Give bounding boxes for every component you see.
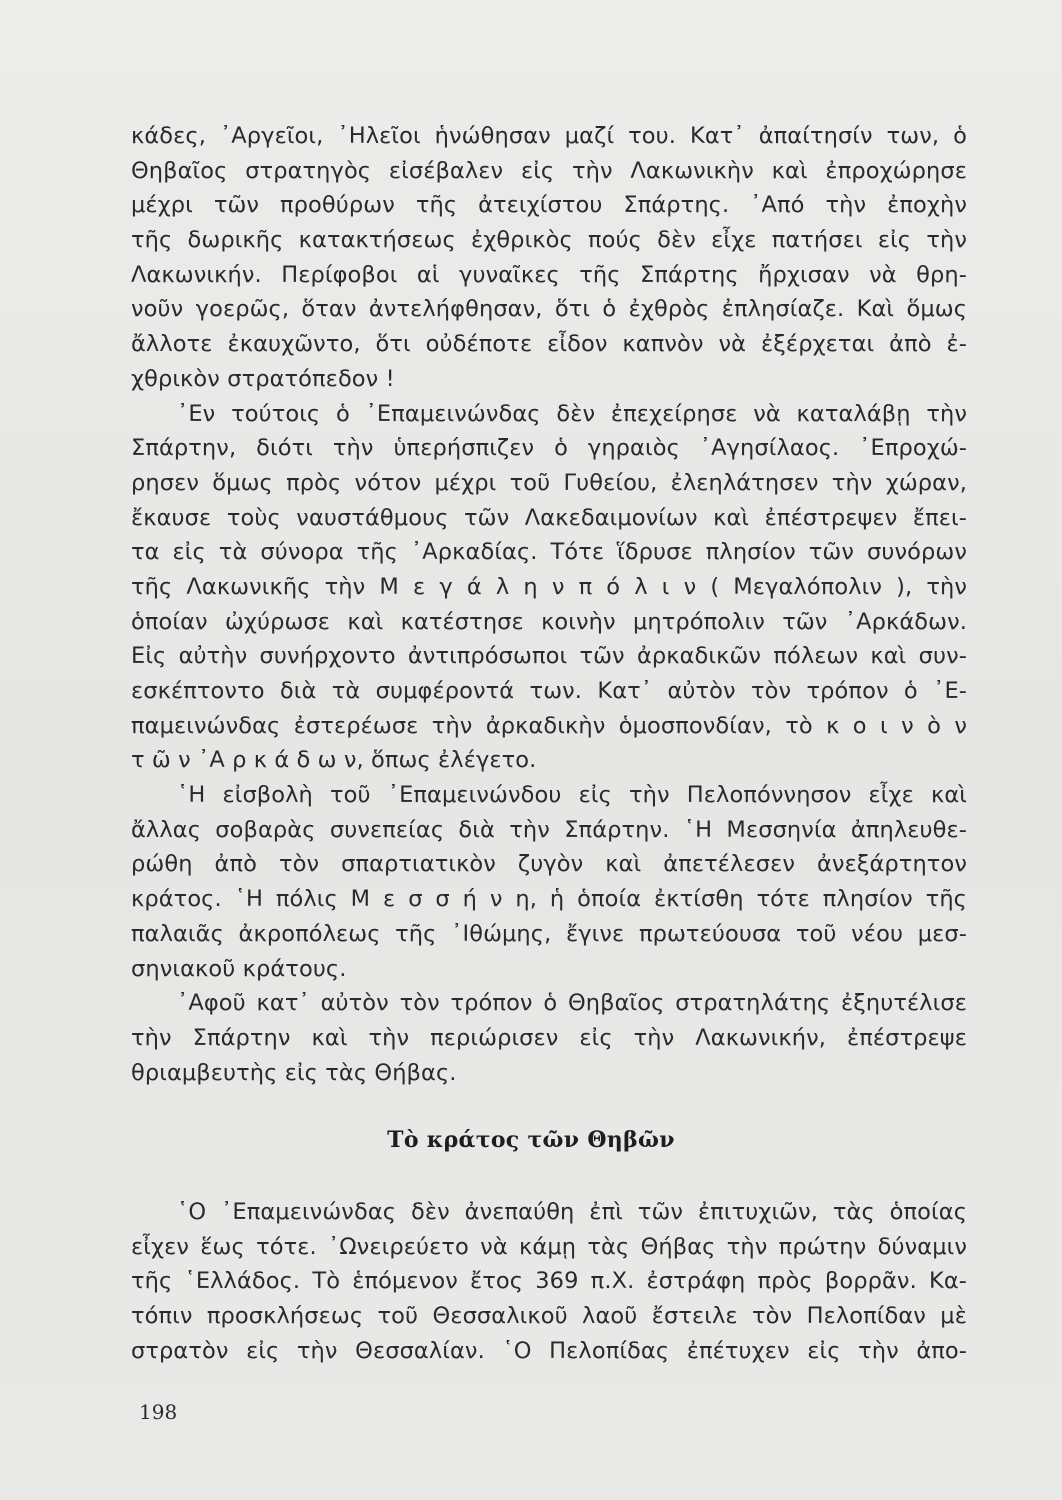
text-line: τόπιν προσκλήσεως τοῦ Θεσσαλικοῦ λαοῦ ἔστειλε τὸν Πελοπίδαν μὲ <box>131 1303 967 1330</box>
text-line: ῾Η εἰσβολὴ τοῦ ᾿Επαμεινώνδου εἰς τὴν Πελοπόννησον εἶχε καὶ <box>177 782 967 809</box>
text-line: στρατὸν εἰς τὴν Θεσσαλίαν. ῾Ο Πελοπίδας ἐπέτυχεν εἰς τὴν ἀπο- <box>131 1337 967 1364</box>
text-line: τῆς δωρικῆς κατακτήσεως ἐχθρικὸς πούς δὲν εἶχε πατήσει εἰς τὴν <box>131 227 967 254</box>
text-line: ᾿Αφοῦ κατ᾿ αὐτὸν τὸν τρόπον ὁ Θηβαῖος στρατηλάτης ἐξηυτέλισε <box>177 990 967 1017</box>
text-line: παμεινώνδας ἐστερέωσε τὴν ἀρκαδικὴν ὁμοσπονδίαν, τὸ κ ο ι ν ὸ ν <box>131 712 967 739</box>
text-line: παλαιᾶς ἀκροπόλεως τῆς ᾿Ιθώμης, ἔγινε πρωτεύουσα τοῦ νέου μεσ- <box>131 920 967 947</box>
text-line: ῾Ο ᾿Επαμεινώνδας δὲν ἀνεπαύθη ἐπὶ τῶν ἐπιτυχιῶν, τὰς ὁποίας <box>177 1199 967 1225</box>
section-heading: Τὸ κράτος τῶν Θηβῶν <box>387 1127 675 1153</box>
text-line: θριαμβευτὴς εἰς τὰς Θήβας. <box>131 1059 457 1086</box>
text-line: εσκέπτοντο διὰ τὰ συμφέροντά των. Κατ᾿ αὐτὸν τὸν τρόπον ὁ ᾿Ε- <box>131 678 967 704</box>
text-line: χθρικὸν στρατόπεδον ! <box>131 365 395 392</box>
text-line: τῆς Λακωνικῆς τὴν Μ ε γ ά λ η ν π ό λ ι ν ( Μεγαλόπολιν ), τὴν <box>131 573 967 600</box>
text-line: εἶχεν ἕως τότε. ᾿Ωνειρεύετο νὰ κάμῃ τὰς Θήβας τὴν πρώτην δύναμιν <box>131 1233 967 1260</box>
text-line: κράτος. ῾Η πόλις Μ ε σ σ ή ν η, ἡ ὁποία ἐκτίσθη τότε πλησίον τῆς <box>131 886 967 913</box>
text-line: σηνιακοῦ κράτους. <box>131 955 347 982</box>
text-line: ρώθη ἀπὸ τὸν σπαρτιατικὸν ζυγὸν καὶ ἀπετέλεσεν ἀνεξάρτητον <box>131 851 967 878</box>
text-line: τῆς ῾Ελλάδος. Τὸ ἑπόμενον ἔτος 369 π.Χ. ἐστράφη πρὸς βορρᾶν. Κα- <box>131 1268 967 1295</box>
text-line: ρησεν ὅμως πρὸς νότον μέχρι τοῦ Γυθείου, ἐλεηλάτησεν τὴν χώραν, <box>131 469 967 496</box>
body-text-section-1 <box>131 119 967 1090</box>
text-line: Σπάρτην, διότι τὴν ὑπερήσπιζεν ὁ γηραιὸς ᾿Αγησίλαος. ᾿Επροχώ- <box>131 435 967 462</box>
text-line: Θηβαῖος στρατηγὸς εἰσέβαλεν εἰς τὴν Λακωνικὴν καὶ ἐπροχώρησε <box>131 157 967 184</box>
text-line: τ ῶ ν ᾿Α ρ κ ά δ ω ν, ὅπως ἐλέγετο. <box>131 747 537 774</box>
text-line: Εἰς αὐτὴν συνήρχοντο ἀντιπρόσωποι τῶν ἀρκαδικῶν πόλεων καὶ συν- <box>131 643 967 670</box>
text-line: ἄλλοτε ἐκαυχῶντο, ὅτι οὐδέποτε εἶδον καπνὸν νὰ ἐξέρχεται ἀπὸ ἐ- <box>131 331 967 358</box>
text-line: τὴν Σπάρτην καὶ τὴν περιώρισεν εἰς τὴν Λακωνικήν, ἐπέστρεψε <box>131 1024 967 1051</box>
text-line: ὁποίαν ὠχύρωσε καὶ κατέστησε κοινὴν μητρόπολιν τῶν ᾿Αρκάδων. <box>131 608 967 635</box>
text-line: νοῦν γοερῶς, ὅταν ἀντελήφθησαν, ὅτι ὁ ἐχθρὸς ἐπλησίαζε. Καὶ ὅμως <box>131 296 967 323</box>
text-line: ἄλλας σοβαρὰς συνεπείας διὰ τὴν Σπάρτην. ῾Η Μεσσηνία ἀπηλευθε- <box>131 816 967 843</box>
text-line: τα εἰς τὰ σύνορα τῆς ᾿Αρκαδίας. Τότε ἵδρυσε πλησίον τῶν συνόρων <box>131 539 967 566</box>
text-line: κάδες, ᾿Αργεῖοι, ᾿Ηλεῖοι ἡνώθησαν μαζί του. Κατ᾿ ἀπαίτησίν των, ὁ <box>131 123 967 149</box>
text-line: ἔκαυσε τοὺς ναυστάθμους τῶν Λακεδαιμονίων καὶ ἐπέστρεψεν ἔπει- <box>131 504 967 531</box>
body-text-section-2 <box>131 1195 967 1368</box>
text-line: μέχρι τῶν προθύρων τῆς ἀτειχίστου Σπάρτης. ᾿Από τὴν ἐποχὴν <box>131 192 967 219</box>
page-number: 198 <box>139 1400 178 1424</box>
text-line: Λακωνικήν. Περίφοβοι αἱ γυναῖκες τῆς Σπάρτης ἤρχισαν νὰ θρη- <box>131 261 967 288</box>
text-line: ᾿Εν τούτοις ὁ ᾿Επαμεινώνδας δὲν ἐπεχείρησε νὰ καταλάβῃ τὴν <box>177 400 967 427</box>
